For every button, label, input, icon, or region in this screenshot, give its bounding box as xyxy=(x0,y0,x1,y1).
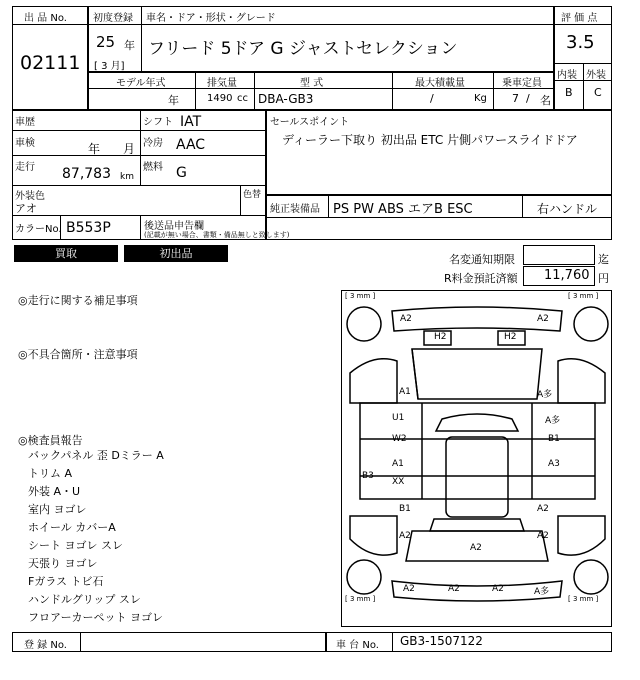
first-reg-label: 初度登録 xyxy=(93,13,133,24)
tire-depth-fr: [ 3 mm ] xyxy=(568,292,599,300)
car-name: フリード 5ドア G ジャストセレクション xyxy=(148,39,458,59)
interior-grade: B xyxy=(565,86,573,99)
displacement: 1490 xyxy=(207,93,233,104)
damage-mark: U1 xyxy=(392,413,405,423)
lot-no: 02111 xyxy=(20,52,81,74)
sales-point-label: セールスポイント xyxy=(270,117,350,128)
name-change-unit: 迄 xyxy=(598,253,609,266)
fuel-label: 燃料 xyxy=(143,162,163,173)
note-line: シート ヨゴレ スレ xyxy=(28,539,123,552)
first-reg-year-unit: 年 xyxy=(124,39,135,52)
tire-depth-rl: [ 3 mm ] xyxy=(345,595,376,603)
lot-no-label: 出 品 No. xyxy=(24,13,67,24)
damage-mark: A2 xyxy=(492,584,504,594)
name-change-label: 名変通知期限 xyxy=(449,253,515,266)
damage-mark: A1 xyxy=(392,459,404,469)
displacement-unit: cc xyxy=(237,93,248,104)
car-diagram xyxy=(341,290,612,627)
car-diagram-outline xyxy=(342,291,613,628)
damage-mark: A2 xyxy=(470,543,482,553)
load-slash: / xyxy=(430,92,434,105)
repaint-label: 色替 xyxy=(243,190,262,200)
shaken-label: 車検 xyxy=(15,138,35,149)
note-line: Fガラス トビ石 xyxy=(28,575,104,588)
note-line: 外装 A・U xyxy=(28,485,81,498)
displacement-label: 排気量 xyxy=(207,78,237,89)
note-line: トリム A xyxy=(28,467,73,480)
note-line: フロアーカーペット ヨゴレ xyxy=(28,611,163,624)
note-line: バックパネル 歪 Dミラー A xyxy=(28,449,164,462)
score: 3.5 xyxy=(566,32,595,53)
capacity: 7 xyxy=(512,92,519,105)
exterior-grade: C xyxy=(594,86,602,99)
chassis-no: GB3-1507122 xyxy=(400,634,483,648)
damage-mark: A2 xyxy=(400,314,412,324)
damage-mark: A多 xyxy=(545,416,561,426)
damage-mark: A多 xyxy=(537,390,553,400)
defect-title: ◎不具合箇所・注意事項 xyxy=(18,348,138,361)
shaken-year-unit: 年 xyxy=(88,142,101,156)
damage-mark: W2 xyxy=(392,434,407,444)
damage-mark: B1 xyxy=(548,434,560,444)
mileage-label: 走行 xyxy=(15,162,35,173)
damage-mark: A1 xyxy=(399,387,411,397)
shift: IAT xyxy=(180,114,202,130)
max-load-label: 最大積載量 xyxy=(415,78,465,89)
damage-mark: A2 xyxy=(537,314,549,324)
capacity-slash: / xyxy=(526,92,530,105)
history-label: 車歴 xyxy=(15,117,35,128)
damage-mark: H2 xyxy=(504,332,517,342)
interior-label: 内装 xyxy=(557,70,577,81)
shaken-month-unit: 月 xyxy=(123,142,136,156)
model-year-label: モデル年式 xyxy=(116,78,166,89)
note-line: 室内 ヨゴレ xyxy=(28,503,87,516)
damage-mark: B3 xyxy=(362,471,374,481)
model: DBA-GB3 xyxy=(258,92,314,106)
chassis-label: 車 台 No. xyxy=(336,640,379,651)
ac-label: 冷房 xyxy=(143,138,163,149)
ext-color-label: 外装色 xyxy=(15,191,45,202)
first-reg-month: [ 3 月] xyxy=(94,61,125,72)
fuel: G xyxy=(176,165,187,181)
damage-mark: A2 xyxy=(537,531,549,541)
first-reg-year: 25 xyxy=(96,33,116,51)
name-label: 車名・ドア・形状・グレード xyxy=(146,13,276,24)
recycle-unit: 円 xyxy=(598,272,609,285)
damage-mark: A2 xyxy=(399,531,411,541)
mileage-unit: km xyxy=(120,172,134,182)
ac: AAC xyxy=(176,137,206,153)
model-label: 型 式 xyxy=(300,78,324,89)
recycle-label: R料金預託済額 xyxy=(444,272,518,285)
damage-mark: B1 xyxy=(399,504,411,514)
exterior-label: 外装 xyxy=(586,70,606,81)
damage-mark: XX xyxy=(392,477,405,487)
tire-depth-rr: [ 3 mm ] xyxy=(568,595,599,603)
mileage: 87,783 xyxy=(62,166,111,182)
genuine-label: 純正装備品 xyxy=(270,204,320,215)
sales-point: ディーラー下取り 初出品 ETC 片側パワースライドドア xyxy=(282,133,578,147)
tire-depth-fl: [ 3 mm ] xyxy=(345,292,376,300)
buy-tag: 買取 xyxy=(14,245,118,262)
steering: 右ハンドル xyxy=(537,202,598,216)
damage-mark: A2 xyxy=(448,584,460,594)
damage-mark: A多 xyxy=(534,587,550,597)
inspector-title: ◎検査員報告 xyxy=(18,434,83,447)
reg-no-label: 登 録 No. xyxy=(24,640,67,651)
later-doc-note: (記載が無い場合、書類・備品無しと致します) xyxy=(144,231,290,239)
recycle-amount: 11,760 xyxy=(544,268,590,283)
model-year-unit: 年 xyxy=(168,94,179,107)
ext-color: アオ xyxy=(15,202,37,215)
capacity-label: 乗車定員 xyxy=(502,78,542,89)
load-unit: Kg xyxy=(474,93,487,104)
damage-mark: A3 xyxy=(548,459,560,469)
note-line: 天張り ヨゴレ xyxy=(28,557,98,570)
supplement-title: ◎走行に関する補足事項 xyxy=(18,294,138,307)
damage-mark: A2 xyxy=(537,504,549,514)
later-doc-label: 後送品申告欄 xyxy=(144,221,204,232)
score-label: 評 価 点 xyxy=(561,13,598,24)
note-line: ハンドルグリップ スレ xyxy=(28,593,141,606)
damage-mark: A2 xyxy=(403,584,415,594)
color-no: B553P xyxy=(66,220,111,236)
first-listing-tag: 初出品 xyxy=(124,245,228,262)
capacity-unit: 名 xyxy=(540,94,551,107)
color-no-label: カラーNo. xyxy=(15,224,62,235)
shift-label: シフト xyxy=(143,117,173,128)
genuine: PS PW ABS エアB ESC xyxy=(333,202,473,217)
name-change-box xyxy=(523,245,595,265)
damage-mark: H2 xyxy=(434,332,447,342)
note-line: ホイール カバーA xyxy=(28,521,116,534)
